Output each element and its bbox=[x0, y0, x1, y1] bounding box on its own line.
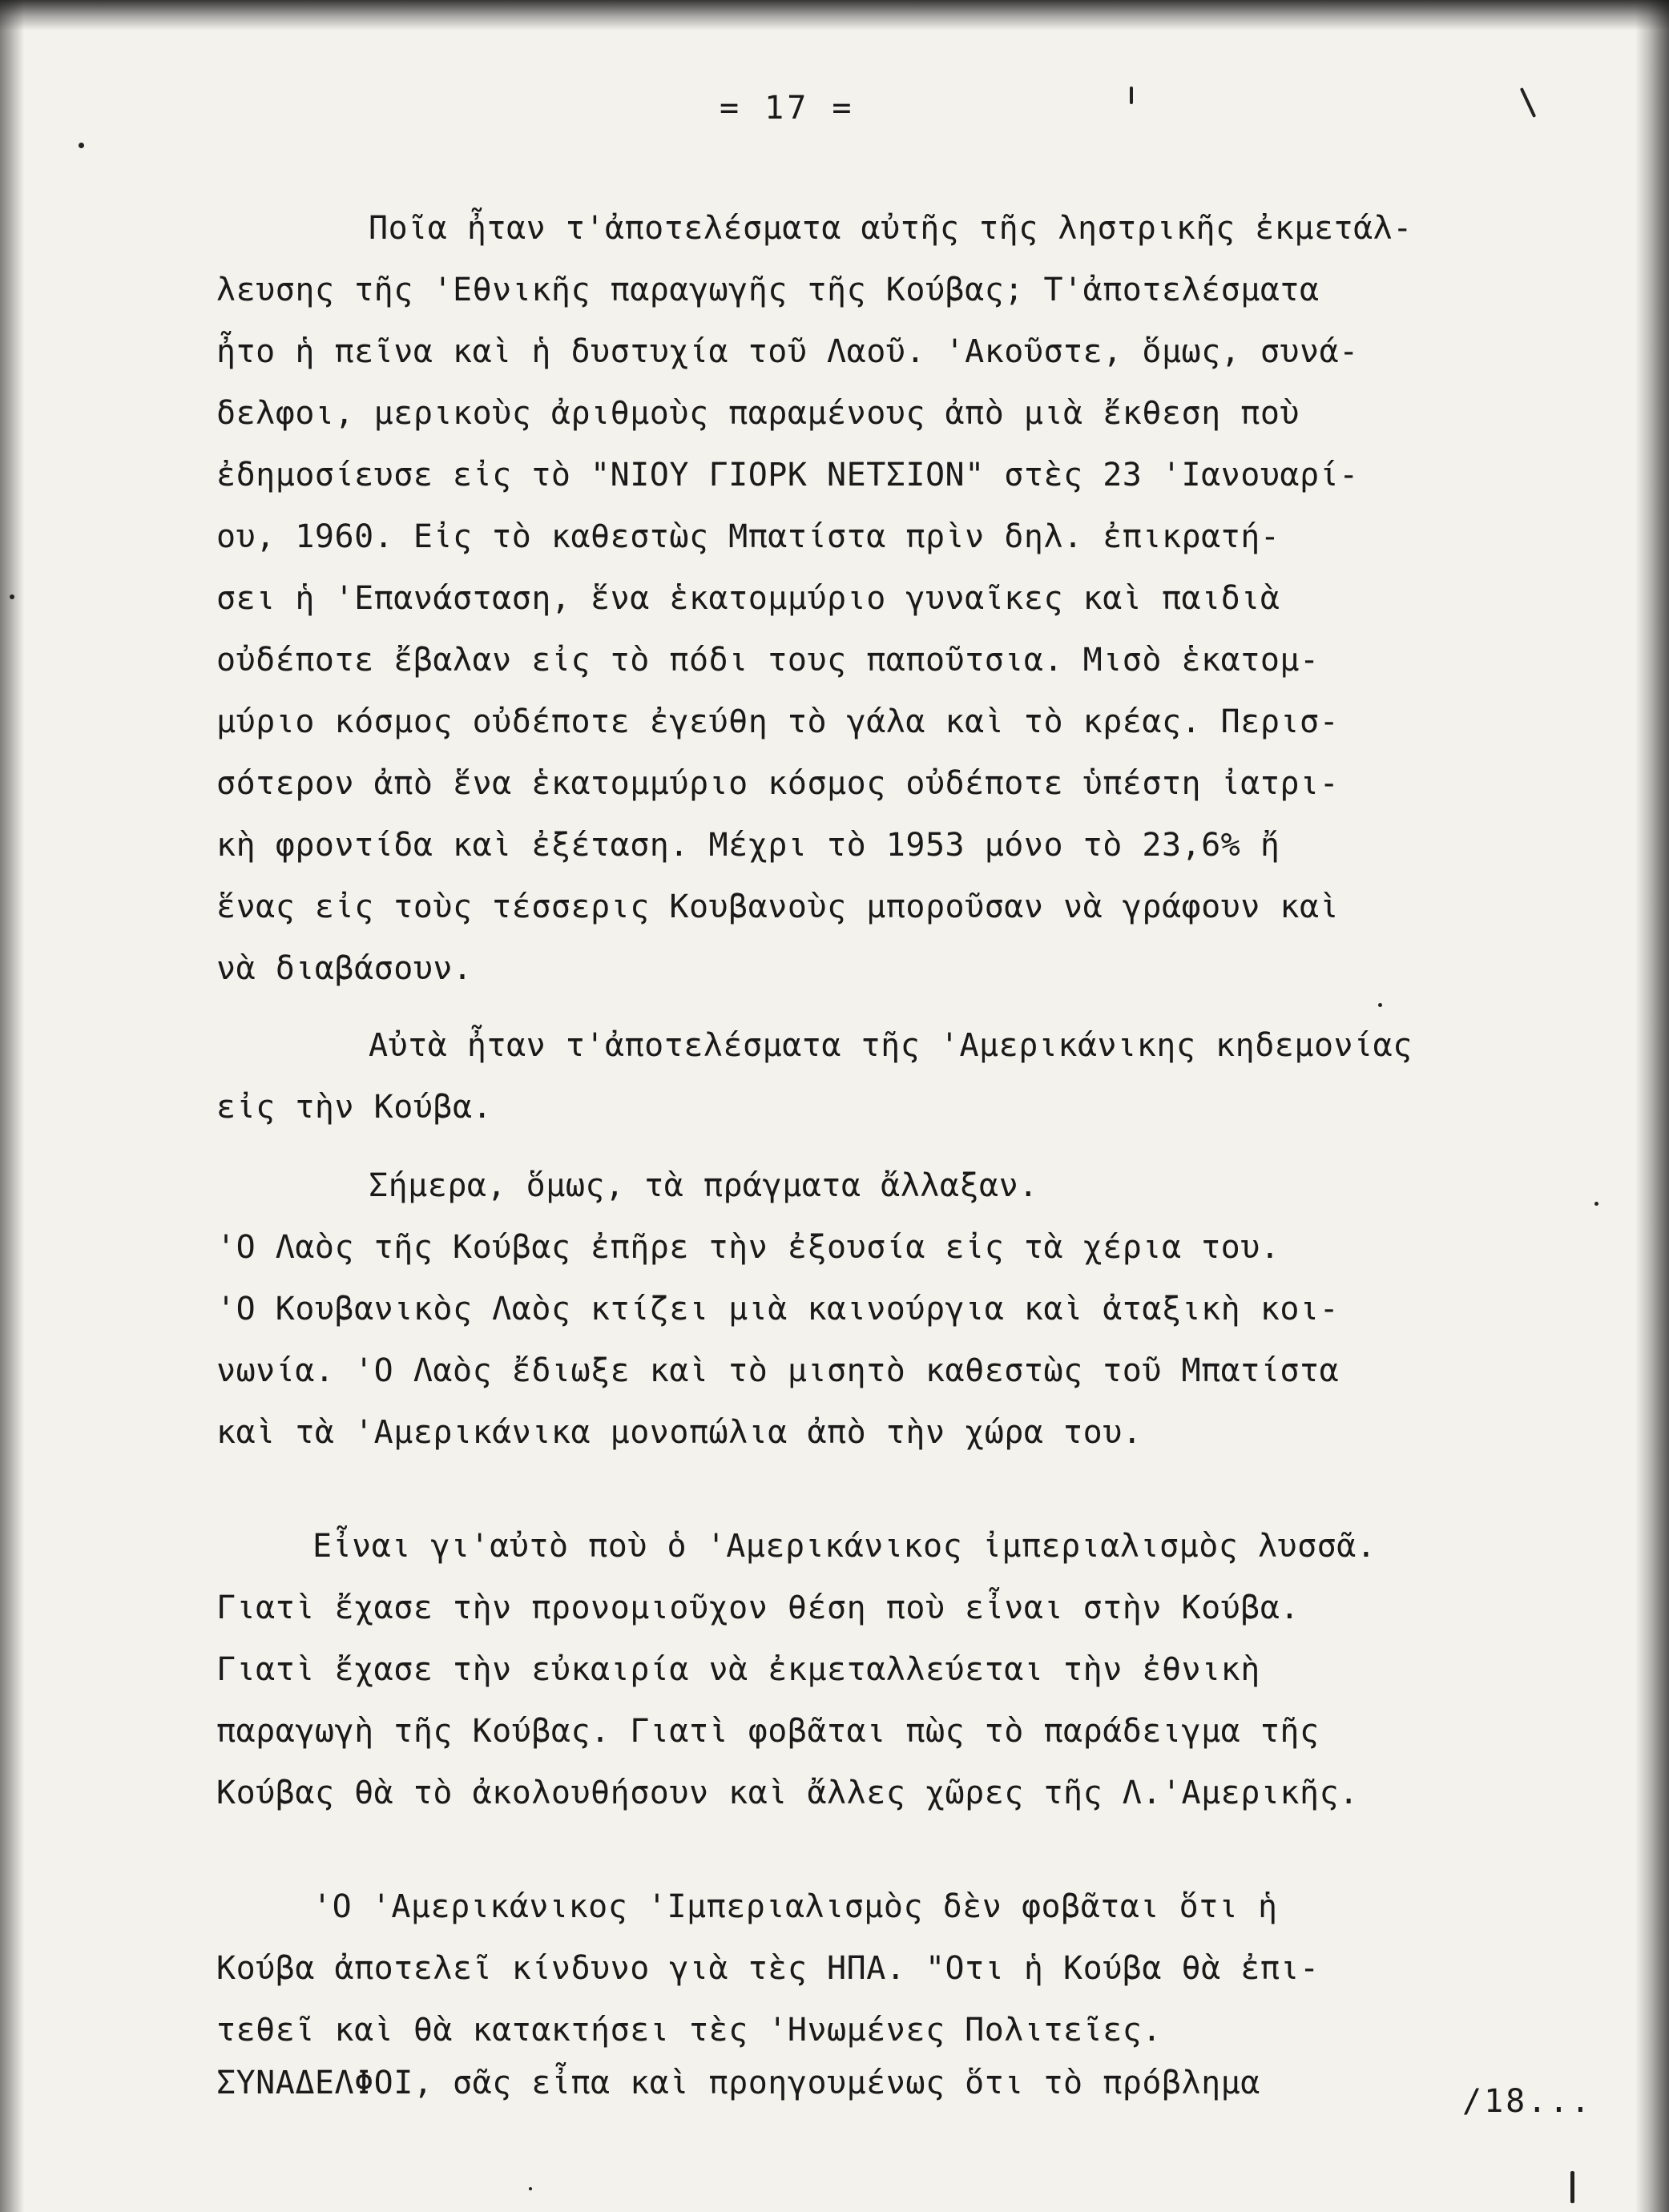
text-line: μύριο κόσμος οὐδέποτε ἐγεύθη τὸ γάλα καὶ τὸ κρέας. Περισ- bbox=[216, 703, 1340, 740]
scan-edge-left bbox=[0, 0, 24, 2212]
scan-speck bbox=[10, 594, 14, 599]
continuation-marker: /18... bbox=[1462, 2083, 1593, 2120]
text-line: Εἶναι γι'αὐτὸ ποὺ ὁ 'Αμερικάνικος ἰμπεριαλισμὸς λυσσᾶ. bbox=[312, 1528, 1377, 1565]
text-line: 'Ο 'Αμερικάνικος 'Ιμπεριαλισμὸς δὲν φοβᾶται ὅτι ἡ bbox=[312, 1888, 1278, 1925]
text-line: Αὐτὰ ἦταν τ'ἀποτελέσματα τῆς 'Αμερικάνικης κηδεμονίας bbox=[369, 1027, 1413, 1064]
text-line: Σήμερα, ὅμως, τὰ πράγματα ἄλλαξαν. bbox=[369, 1167, 1038, 1204]
scan-speck bbox=[1570, 2171, 1574, 2203]
paragraph-5 bbox=[216, 1876, 1627, 2061]
text-line: 'Ο Κουβανικὸς Λαὸς κτίζει μιὰ καινούργια καὶ ἀταξικὴ κοι- bbox=[216, 1291, 1340, 1328]
paragraph-1 bbox=[216, 198, 1627, 1000]
text-line: καὶ τὰ 'Αμερικάνικα μονοπώλια ἀπὸ τὴν χώρα του. bbox=[216, 1414, 1143, 1451]
paragraph-4 bbox=[216, 1516, 1627, 1824]
text-line: Ποῖα ἦταν τ'ἀποτελέσματα αὐτῆς τῆς ληστρικῆς ἐκμετάλ- bbox=[369, 210, 1413, 247]
text-line: 'Ο Λαὸς τῆς Κούβας ἐπῆρε τὴν ἐξουσία εἰς τὰ χέρια του. bbox=[216, 1229, 1280, 1266]
text-line: νωνία. 'Ο Λαὸς ἔδιωξε καὶ τὸ μισητὸ καθεστὼς τοῦ Μπατίστα bbox=[216, 1352, 1340, 1389]
text-line: παραγωγὴ τῆς Κούβας. Γιατὶ φοβᾶται πὼς τὸ παράδειγμα τῆς bbox=[216, 1713, 1320, 1750]
text-line: οὐδέποτε ἔβαλαν εἰς τὸ πόδι τους παποῦτσια. Μισὸ ἑκατομ- bbox=[216, 642, 1320, 679]
text-line: ου, 1960. Εἰς τὸ καθεστὼς Μπατίστα πρὶν δηλ. ἐπικρατή- bbox=[216, 518, 1280, 555]
scan-speck bbox=[529, 2187, 532, 2190]
page-number: = 17 = bbox=[720, 90, 855, 127]
paragraph-3 bbox=[216, 1155, 1627, 1464]
text-line: κὴ φροντίδα καὶ ἐξέταση. Μέχρι τὸ 1953 μόνο τὸ 23,6% ἤ bbox=[216, 827, 1280, 864]
text-line: εἰς τὴν Κούβα. bbox=[216, 1089, 493, 1126]
paragraph-2 bbox=[216, 1015, 1627, 1138]
scan-speck bbox=[1520, 87, 1537, 118]
paragraph-6 bbox=[216, 2053, 1627, 2114]
text-line: τεθεῖ καὶ θὰ κατακτήσει τὲς 'Ηνωμένες Πολιτεῖες. bbox=[216, 2012, 1162, 2049]
text-line: Κούβας θὰ τὸ ἀκολουθήσουν καὶ ἄλλες χῶρες τῆς Λ.'Αμερικῆς. bbox=[216, 1775, 1359, 1811]
text-line: Γιατὶ ἔχασε τὴν προνομιοῦχον θέση ποὺ εἶναι στὴν Κούβα. bbox=[216, 1589, 1300, 1626]
text-line: ΣΥΝΑΔΕΛΦΟΙ, σᾶς εἶπα καὶ προηγουμένως ὅτι τὸ πρόβλημα bbox=[216, 2065, 1260, 2101]
text-line: Κούβα ἀποτελεῖ κίνδυνο γιὰ τὲς ΗΠΑ. "Οτι ἡ Κούβα θὰ ἐπι- bbox=[216, 1950, 1320, 1987]
text-line: σει ἡ 'Επανάσταση, ἕνα ἑκατομμύριο γυναῖκες καὶ παιδιὰ bbox=[216, 580, 1280, 617]
text-line: ἕνας εἰς τοὺς τέσσερις Κουβανοὺς μποροῦσαν νὰ γράφουν καὶ bbox=[216, 888, 1340, 925]
text-line: νὰ διαβάσουν. bbox=[216, 950, 473, 987]
text-line: ἐδημοσίευσε εἰς τὸ "ΝΙΟΥ ΓΙΟΡΚ ΝΕΤΣΙΟΝ" στὲς 23 'Ιανουαρί- bbox=[216, 457, 1359, 494]
scan-edge-right bbox=[1635, 0, 1669, 2212]
text-line: Γιατὶ ἔχασε τὴν εὐκαιρία νὰ ἐκμεταλλεύεται τὴν ἐθνικὴ bbox=[216, 1651, 1260, 1688]
scan-speck bbox=[1378, 1003, 1382, 1007]
text-line: σότερον ἀπὸ ἕνα ἑκατομμύριο κόσμος οὐδέποτε ὑπέστη ἰατρι- bbox=[216, 765, 1340, 802]
text-line: λευσης τῆς 'Εθνικῆς παραγωγῆς τῆς Κούβας; Τ'ἀποτελέσματα bbox=[216, 272, 1320, 308]
text-line: δελφοι, μερικοὺς ἀριθμοὺς παραμένους ἀπὸ μιὰ ἔκθεση ποὺ bbox=[216, 395, 1300, 432]
text-line: ἦτο ἡ πεῖνα καὶ ἡ δυστυχία τοῦ Λαοῦ. 'Ακοῦστε, ὅμως, συνά- bbox=[216, 333, 1359, 370]
scan-speck bbox=[79, 143, 84, 148]
scan-speck bbox=[1130, 87, 1133, 104]
scan-edge-top bbox=[0, 0, 1669, 30]
